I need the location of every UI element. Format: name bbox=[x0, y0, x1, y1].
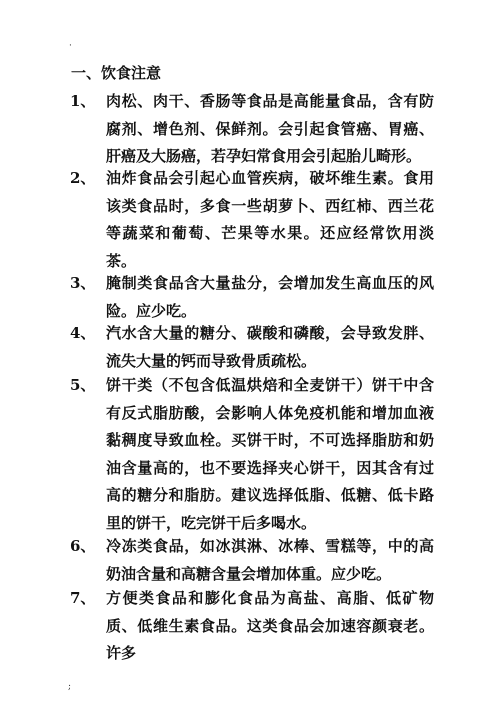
page-mark-top: · bbox=[69, 41, 72, 51]
list-item-2 bbox=[70, 165, 435, 270]
list-item-6 bbox=[70, 533, 435, 589]
list-item-text: 饼干类（不包含低温烘焙和全麦饼干）饼干中含有反式脂肪酸，会影响人体免疫机能和增加血液黏稠度导致血栓。买饼干时，不可选择脂肪和奶油含量高的，也不要选择夹心饼干，因其含有过高的糖分和脂肪。建议选择低脂、低糖、低卡路里的饼干，吃完饼干后多喝水。 bbox=[106, 376, 434, 532]
list-item-number: 6、 bbox=[70, 537, 96, 555]
list-item-1 bbox=[70, 88, 435, 171]
list-item-text: 方便类食品和膨化食品为高盐、高脂、低矿物质、低维生素食品。这类食品会加速容颜衰老。许多 bbox=[106, 589, 434, 662]
list-item-number: 4、 bbox=[70, 324, 96, 342]
list-item-3 bbox=[70, 270, 435, 326]
list-item-number: 5、 bbox=[70, 376, 96, 394]
list-item-text: 油炸食品会引起心血管疾病，破坏维生素。食用该类食品时，多食一些胡萝卜、西红柿、西兰花等蔬菜和葡萄、芒果等水果。还应经常饮用淡茶。 bbox=[106, 169, 434, 270]
list-item-number: 1、 bbox=[70, 92, 96, 110]
list-item-number: 7、 bbox=[70, 589, 96, 607]
list-item-7 bbox=[70, 585, 435, 662]
list-item-number: 3、 bbox=[70, 274, 96, 292]
page-mark-bottom: ; bbox=[68, 682, 72, 692]
list-item-text: 冷冻类食品，如冰淇淋、冰棒、雪糕等，中的高奶油含量和高糖含量会增加体重。应少吃。 bbox=[106, 537, 434, 583]
section-heading: 一、饮食注意 bbox=[71, 64, 162, 82]
list-item-text: 汽水含大量的糖分、碳酸和磷酸，会导致发胖、流失大量的钙而导致骨质疏松。 bbox=[106, 324, 434, 370]
list-item-number: 2、 bbox=[70, 169, 96, 187]
list-item-text: 肉松、肉干、香肠等食品是高能量食品，含有防腐剂、增色剂、保鲜剂。会引起食管癌、胃癌、肝癌及大肠癌，若孕妇常食用会引起胎儿畸形。 bbox=[106, 92, 434, 165]
list-item-text: 腌制类食品含大量盐分，会增加发生高血压的风险。应少吃。 bbox=[106, 274, 434, 320]
list-item-5 bbox=[70, 372, 435, 537]
list-item-4 bbox=[70, 320, 435, 376]
